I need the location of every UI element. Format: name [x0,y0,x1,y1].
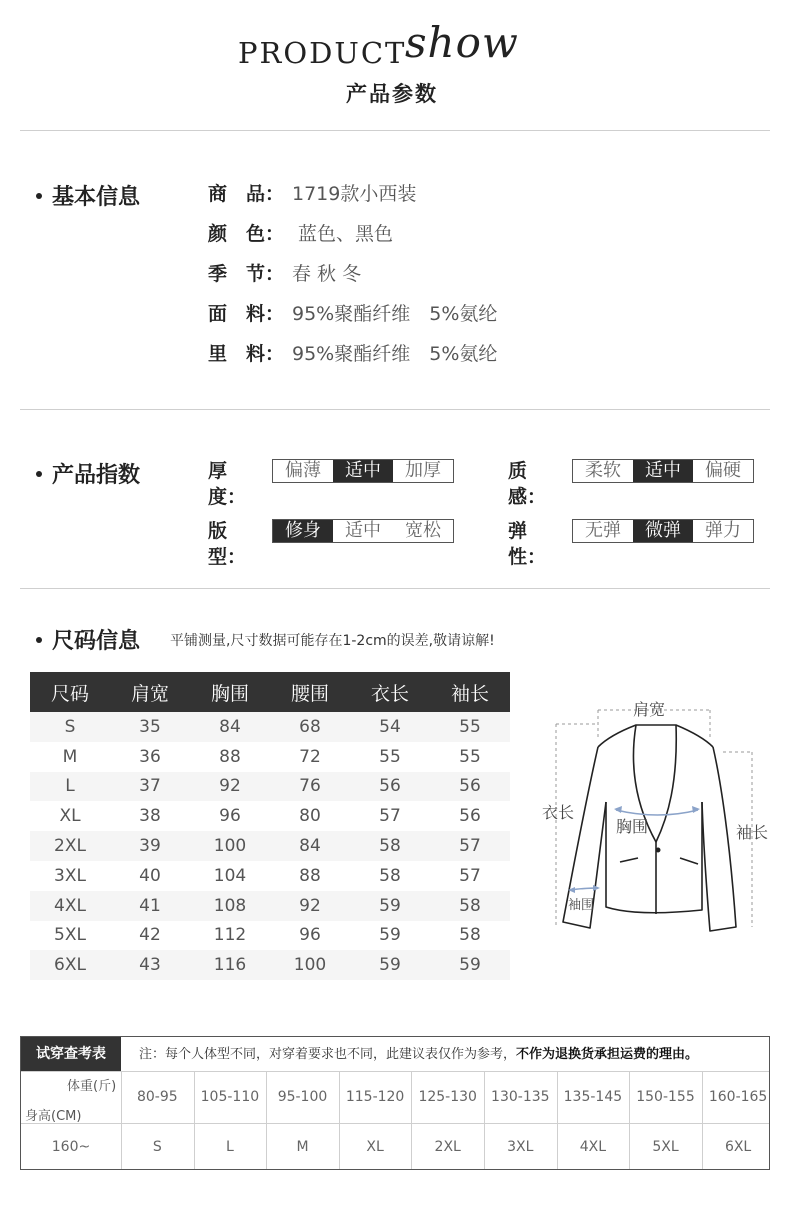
size-table-body [30,712,510,980]
table-cell: 55 [430,742,510,772]
table-row [30,801,510,831]
table-cell: 88 [190,742,270,772]
table-cell: 58 [350,831,430,861]
index-label: 质感： [508,460,547,508]
table-cell: 56 [430,772,510,802]
table-cell: 108 [190,891,270,921]
size-cell: M [296,1139,309,1155]
size-col-header: 尺码 [30,672,110,712]
table-cell: 88 [270,861,350,891]
table-cell: 96 [190,801,270,831]
table-cell: 100 [270,950,350,980]
diagram-label-length: 衣长 [542,803,575,822]
table-row [30,831,510,861]
info-row [208,220,393,248]
size-col-header: 衣长 [350,672,430,712]
index-option: 偏硬 [705,460,741,481]
table-row [30,772,510,802]
info-row [208,180,416,208]
weight-cell: 105-110 [200,1089,260,1105]
weight-cell: 80-95 [136,1089,178,1105]
table-cell: 76 [270,772,350,802]
index-option: 无弹 [585,520,621,541]
index-option: 偏薄 [285,460,321,481]
info-label: 面 料： [208,303,285,325]
table-row [30,861,510,891]
size-cell: S [152,1139,162,1155]
table-cell: L [30,772,110,802]
table-cell: 36 [110,742,190,772]
size-table [30,672,510,980]
table-cell: 58 [430,891,510,921]
table-cell: 42 [110,921,190,951]
button-icon [656,848,661,853]
table-cell: 92 [270,891,350,921]
bullet-icon [36,637,42,643]
size-col-header: 胸围 [190,672,270,712]
index-options [572,519,754,543]
divider [20,409,770,410]
info-value: 95%聚酯纤维 5%氨纶 [292,343,498,365]
info-value: 春 秋 冬 [292,263,362,285]
weight-cell: 150-155 [636,1089,695,1105]
table-cell: 104 [190,861,270,891]
weight-cell: 115-120 [345,1089,405,1105]
table-cell: 43 [110,950,190,980]
table-cell: 80 [270,801,350,831]
info-label: 颜 色： [208,223,285,245]
table-cell: 5XL [30,921,110,951]
index-option-selected: 适中 [633,460,693,482]
try-on-note: 注：每个人体型不同，对穿着要求也不同，此建议表仅作为参考，不作为退换货承担运费的理由。 [139,1047,699,1062]
bullet-icon [36,471,42,477]
info-label: 季 节： [208,263,285,285]
table-cell: 59 [350,921,430,951]
info-value: 1719款小西装 [292,183,417,205]
index-option-selected: 微弹 [633,520,693,542]
basic-info-title: 基本信息 [36,180,140,211]
size-cell: L [225,1139,234,1155]
try-on-title: 试穿查考表 [21,1037,121,1071]
table-row [30,712,510,742]
index-label: 弹性： [508,520,547,568]
size-table-header [30,672,510,712]
weight-cell: 135-145 [563,1089,623,1105]
table-cell: 54 [350,712,430,742]
info-label: 里 料： [208,343,285,365]
table-cell: 41 [110,891,190,921]
index-option: 加厚 [405,460,441,481]
table-cell: 57 [350,801,430,831]
diagram-label-chest: 胸围 [616,817,649,836]
jacket-diagram [538,692,778,942]
diagram-label-shoulder: 肩宽 [633,700,666,719]
table-cell: 92 [190,772,270,802]
table-cell: 58 [350,861,430,891]
table-cell: 6XL [30,950,110,980]
table-cell: 96 [270,921,350,951]
table-cell: 57 [430,831,510,861]
table-row [30,950,510,980]
divider [20,130,770,131]
index-label: 版型： [208,520,247,568]
height-cell: 160~ [51,1139,91,1155]
table-cell: 40 [110,861,190,891]
corner-weight-label: 体重(斤) [67,1079,117,1094]
header-script: show [405,18,519,67]
info-row [208,340,497,368]
info-value: 蓝色、黑色 [292,223,394,245]
size-info-title: 尺码信息 [36,624,140,655]
weight-cell: 130-135 [491,1089,550,1105]
index-options [572,459,754,483]
table-cell: 55 [430,712,510,742]
size-cell: 4XL [579,1139,607,1155]
header-subtitle: 产品参数 [346,82,438,106]
index-options [272,459,454,483]
corner-height-label: 身高(CM) [25,1109,82,1124]
size-cell: 5XL [652,1139,679,1155]
index-options [272,519,454,543]
table-row [30,742,510,772]
weight-cell: 95-100 [277,1089,328,1105]
info-label: 商 品： [208,183,285,205]
divider [20,588,770,589]
index-option: 宽松 [405,520,441,541]
index-option: 适中 [345,520,381,541]
table-cell: 59 [430,950,510,980]
weight-cell: 125-130 [418,1089,477,1105]
table-cell: 100 [190,831,270,861]
table-cell: 68 [270,712,350,742]
table-row [30,921,510,951]
info-row [208,300,497,328]
table-cell: 4XL [30,891,110,921]
size-col-header: 腰围 [270,672,350,712]
table-cell: 72 [270,742,350,772]
size-col-header: 袖长 [430,672,510,712]
table-cell: 38 [110,801,190,831]
table-cell: 84 [270,831,350,861]
diagram-label-cuff: 袖围 [568,898,595,913]
info-value: 95%聚酯纤维 5%氨纶 [292,303,498,325]
table-cell: 2XL [30,831,110,861]
table-cell: 84 [190,712,270,742]
size-cell: 3XL [507,1139,534,1155]
size-cell: XL [366,1139,384,1155]
table-cell: 58 [430,921,510,951]
weight-cell: 160-165 [708,1089,768,1105]
table-cell: 55 [350,742,430,772]
try-on-table [20,1036,770,1170]
header-title: PRODUCT [238,36,407,70]
size-cell: 2XL [434,1139,461,1155]
table-cell: XL [30,801,110,831]
bullet-icon [36,193,42,199]
index-label: 厚度： [208,460,247,508]
size-col-header: 肩宽 [110,672,190,712]
table-cell: 59 [350,891,430,921]
table-cell: 37 [110,772,190,802]
table-cell: 56 [430,801,510,831]
table-row [30,891,510,921]
table-cell: M [30,742,110,772]
info-row [208,260,361,288]
table-cell: 57 [430,861,510,891]
table-cell: S [30,712,110,742]
indices-title: 产品指数 [36,458,140,489]
table-cell: 3XL [30,861,110,891]
table-cell: 116 [190,950,270,980]
index-option: 弹力 [705,520,741,541]
diagram-label-sleeve: 袖长 [736,823,769,842]
table-cell: 112 [190,921,270,951]
index-option-selected: 修身 [273,520,333,542]
table-cell: 35 [110,712,190,742]
size-note: 平铺测量,尺寸数据可能存在1-2cm的误差,敬请谅解! [170,633,495,649]
table-cell: 39 [110,831,190,861]
index-option: 柔软 [585,460,621,481]
table-cell: 59 [350,950,430,980]
size-cell: 6XL [724,1139,752,1155]
index-option-selected: 适中 [333,460,393,482]
table-cell: 56 [350,772,430,802]
